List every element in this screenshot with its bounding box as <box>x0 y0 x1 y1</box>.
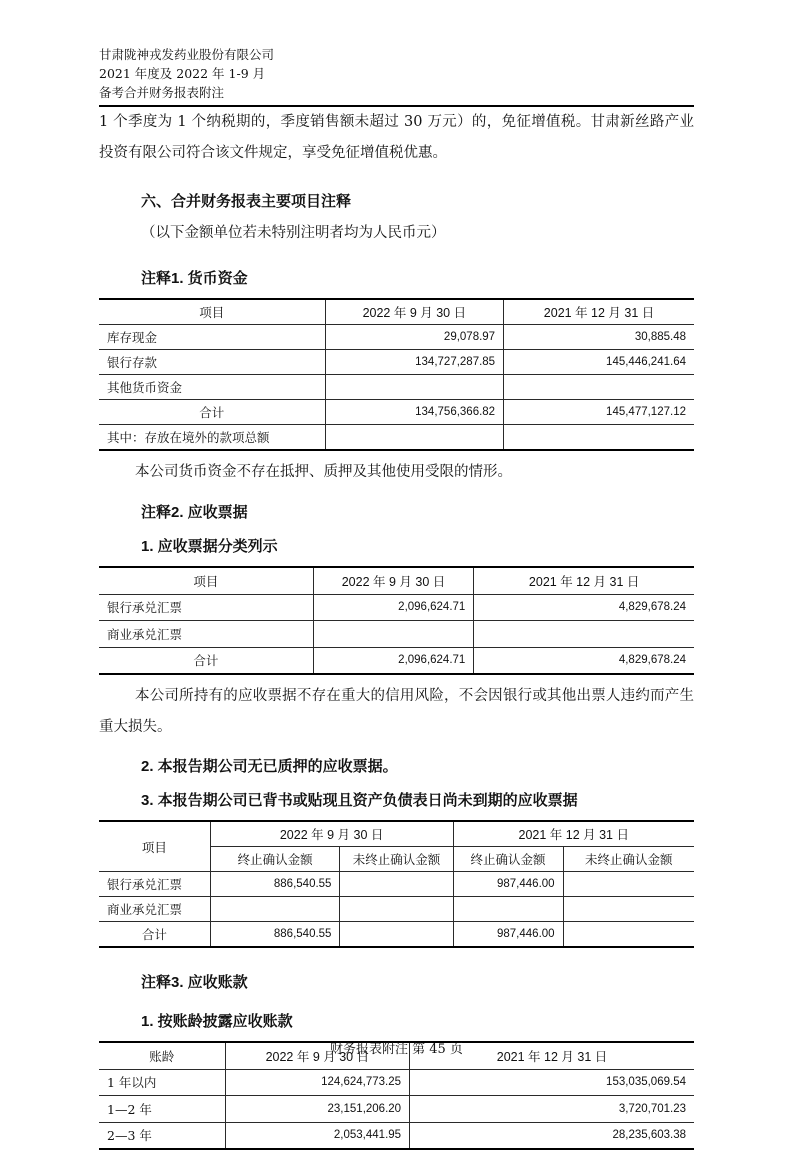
value-cell: 23,151,206.20 <box>225 1096 409 1123</box>
accounts-receivable-aging-table <box>99 1041 694 1150</box>
table-header-row <box>99 299 694 325</box>
table-row <box>99 594 694 621</box>
page-footer: 财务报表附注 第 45 页 <box>330 1042 463 1057</box>
table-row <box>99 647 694 674</box>
column-subheader: 终止确认金额 <box>210 847 340 872</box>
row-label-cell: 2—3 年 <box>99 1122 225 1149</box>
note2-sub2-title: 2. 本报告期公司无已质押的应收票据。 <box>141 758 398 775</box>
document-title: 备考合并财务报表附注 <box>99 85 225 100</box>
value-cell: 134,727,287.85 <box>325 350 504 375</box>
row-label-cell: 商业承兑汇票 <box>99 897 210 922</box>
column-subheader: 终止确认金额 <box>453 847 563 872</box>
row-label-cell: 合计 <box>99 647 313 674</box>
table-row <box>99 1069 694 1096</box>
table-row <box>99 1096 694 1123</box>
value-cell <box>504 375 694 400</box>
table-row <box>99 922 694 948</box>
unit-note: （以下金额单位若未特别注明者均为人民币元） <box>141 225 446 241</box>
column-header: 项目 <box>99 821 210 872</box>
table-header-row <box>99 567 694 594</box>
value-cell <box>563 922 694 948</box>
table-row <box>99 350 694 375</box>
table-row <box>99 621 694 648</box>
column-header: 项目 <box>99 567 313 594</box>
table-row <box>99 400 694 425</box>
value-cell: 4,829,678.24 <box>474 594 694 621</box>
value-cell <box>474 621 694 648</box>
value-cell: 987,446.00 <box>453 922 563 948</box>
row-label-cell: 商业承兑汇票 <box>99 621 313 648</box>
column-header: 2021 年 12 月 31 日 <box>453 821 694 847</box>
value-cell: 886,540.55 <box>210 872 340 897</box>
row-label-cell: 1—2 年 <box>99 1096 225 1123</box>
value-cell <box>210 897 340 922</box>
column-subheader: 未终止确认金额 <box>563 847 694 872</box>
intro-paragraph: 1 个季度为 1 个纳税期的，季度销售额未超过 30 万元）的，免征增值税。甘肃新丝路产业投资有限公司符合该文件规定，享受免征增值税优惠。 <box>99 114 694 161</box>
row-label-cell: 合计 <box>99 400 325 425</box>
value-cell: 886,540.55 <box>210 922 340 948</box>
report-period: 2021 年度及 2022 年 1-9 月 <box>99 66 266 81</box>
note2-title: 注释2. 应收票据 <box>141 504 248 521</box>
value-cell: 2,096,624.71 <box>313 647 474 674</box>
value-cell <box>453 897 563 922</box>
company-name: 甘肃陇神戎发药业股份有限公司 <box>99 47 275 62</box>
value-cell <box>340 897 453 922</box>
column-header: 账龄 <box>99 1042 225 1069</box>
column-header: 2021 年 12 月 31 日 <box>410 1042 694 1069</box>
table-row <box>99 872 694 897</box>
endorsed-bills-table <box>99 820 694 948</box>
value-cell <box>563 897 694 922</box>
note1-title: 注释1. 货币资金 <box>141 270 248 287</box>
row-label-cell: 其他货币资金 <box>99 375 325 400</box>
value-cell: 134,756,366.82 <box>325 400 504 425</box>
row-label-cell: 合计 <box>99 922 210 948</box>
column-subheader: 未终止确认金额 <box>340 847 453 872</box>
value-cell <box>340 872 453 897</box>
value-cell: 2,096,624.71 <box>313 594 474 621</box>
table-row <box>99 425 694 451</box>
value-cell <box>313 621 474 648</box>
row-label-cell: 其中：存放在境外的款项总额 <box>99 425 325 451</box>
value-cell: 987,446.00 <box>453 872 563 897</box>
value-cell: 4,829,678.24 <box>474 647 694 674</box>
table-row <box>99 897 694 922</box>
note1-remark: 本公司货币资金不存在抵押、质押及其他使用受限的情形。 <box>135 464 512 480</box>
column-header: 2021 年 12 月 31 日 <box>474 567 694 594</box>
row-label-cell: 银行承兑汇票 <box>99 872 210 897</box>
value-cell <box>325 425 504 451</box>
value-cell <box>504 425 694 451</box>
column-header: 2022 年 9 月 30 日 <box>313 567 474 594</box>
value-cell: 3,720,701.23 <box>410 1096 694 1123</box>
table-header-row <box>99 821 694 847</box>
column-header: 2021 年 12 月 31 日 <box>504 299 694 325</box>
note3-sub1-title: 1. 按账龄披露应收账款 <box>141 1013 293 1030</box>
value-cell <box>563 872 694 897</box>
value-cell: 145,446,241.64 <box>504 350 694 375</box>
value-cell: 2,053,441.95 <box>225 1122 409 1149</box>
note2-sub3-title: 3. 本报告期公司已背书或贴现且资产负债表日尚未到期的应收票据 <box>141 792 578 809</box>
note3-title: 注释3. 应收账款 <box>141 974 248 991</box>
table-row <box>99 375 694 400</box>
value-cell: 28,235,603.38 <box>410 1122 694 1149</box>
document-header <box>99 0 694 107</box>
page-content <box>99 0 694 1150</box>
monetary-funds-table <box>99 298 694 451</box>
table-row <box>99 1122 694 1149</box>
value-cell: 30,885.48 <box>504 325 694 350</box>
value-cell: 153,035,069.54 <box>410 1069 694 1096</box>
row-label-cell: 银行承兑汇票 <box>99 594 313 621</box>
section-heading: 六、合并财务报表主要项目注释 <box>141 193 352 210</box>
row-label-cell: 银行存款 <box>99 350 325 375</box>
value-cell <box>340 922 453 948</box>
value-cell <box>325 375 504 400</box>
bills-receivable-table <box>99 566 694 675</box>
value-cell: 29,078.97 <box>325 325 504 350</box>
column-header: 2022 年 9 月 30 日 <box>225 1042 409 1069</box>
row-label-cell: 1 年以内 <box>99 1069 225 1096</box>
column-header: 2022 年 9 月 30 日 <box>210 821 453 847</box>
column-header: 2022 年 9 月 30 日 <box>325 299 504 325</box>
column-header: 项目 <box>99 299 325 325</box>
value-cell: 145,477,127.12 <box>504 400 694 425</box>
note2-remark: 本公司所持有的应收票据不存在重大的信用风险，不会因银行或其他出票人违约而产生重大损失。 <box>99 688 694 735</box>
note2-sub1-title: 1. 应收票据分类列示 <box>141 538 278 555</box>
row-label-cell: 库存现金 <box>99 325 325 350</box>
table-row <box>99 325 694 350</box>
value-cell: 124,624,773.25 <box>225 1069 409 1096</box>
